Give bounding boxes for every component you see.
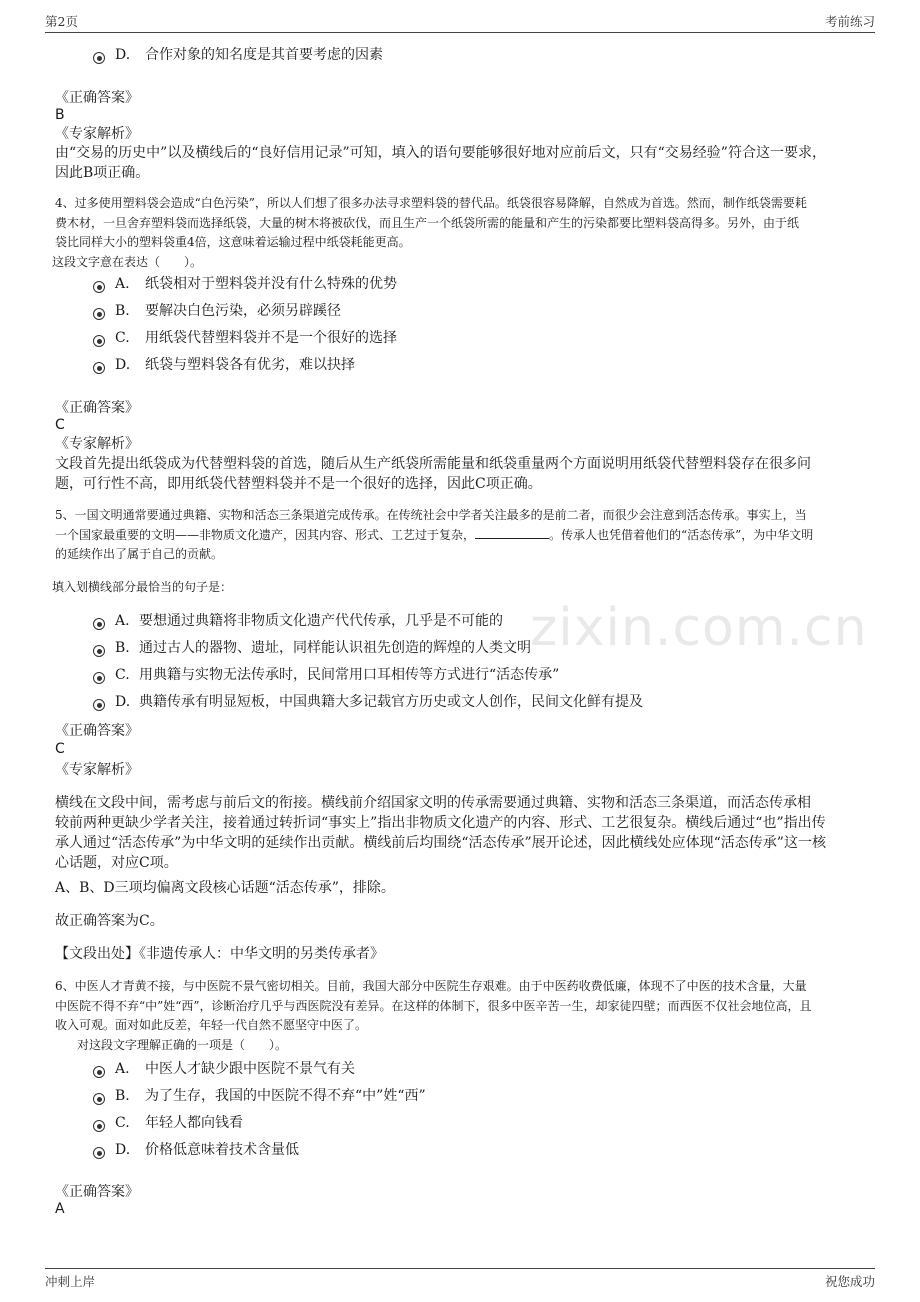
option-letter: C. bbox=[115, 1115, 130, 1131]
option-text: 纸袋相对于塑料袋并没有什么特殊的优势 bbox=[145, 276, 397, 292]
q5-analysis bbox=[55, 793, 865, 873]
q3-answer: B bbox=[55, 107, 65, 123]
radio-icon[interactable] bbox=[93, 1147, 105, 1159]
q6-stem bbox=[55, 977, 865, 1036]
stem-line: 袋比同样大小的塑料袋重4倍，这意味着运输过程中纸袋耗能更高。 bbox=[55, 235, 411, 249]
option-text: 典籍传承有明显短板，中国典籍大多记载官方历史或文人创作，民间文化鲜有提及 bbox=[139, 694, 643, 710]
q3-analysis-label: 《专家解析》 bbox=[55, 126, 139, 142]
watermark: zixin.com.cn bbox=[530, 598, 868, 658]
option-letter: D. bbox=[115, 694, 131, 710]
option-text: 合作对象的知名度是其首要考虑的因素 bbox=[145, 47, 383, 63]
option-text: 要解决白色污染，必须另辟蹊径 bbox=[145, 303, 341, 319]
option-letter: D. bbox=[115, 357, 131, 373]
q6-option-c[interactable] bbox=[93, 1113, 243, 1133]
q3-option-d[interactable] bbox=[93, 45, 383, 65]
analysis-line: 由“交易的历史中”以及横线后的“良好信用记录”可知，填入的语句要能够很好地对应前后文，只有“交易经验”符合这一要求， bbox=[55, 145, 826, 161]
radio-icon[interactable] bbox=[93, 618, 105, 630]
q5-source bbox=[55, 944, 865, 964]
stem-line: 费木材，一旦舍弃塑料袋而选择纸袋，大量的树木将被砍伐，而且生产一个纸袋所需的能量和产生的污染都要比塑料袋高得多。另外，由于纸 bbox=[55, 215, 800, 230]
q4-analysis-label: 《专家解析》 bbox=[55, 436, 139, 452]
analysis-line: 较前两种更缺少学者关注，接着通过转折词“事实上”指出非物质文化遗产的内容、形式、工艺很复杂。横线后通过“也”指出传 bbox=[55, 815, 826, 831]
q4-option-a[interactable] bbox=[93, 274, 397, 294]
option-text: 年轻人都向钱看 bbox=[145, 1115, 243, 1131]
analysis-line: 心话题，对应C项。 bbox=[55, 855, 178, 871]
option-letter: C. bbox=[115, 667, 130, 683]
q5-option-b[interactable] bbox=[93, 638, 531, 658]
q5-prompt-wrap bbox=[52, 578, 865, 598]
q4-answer-label: 《正确答案》 bbox=[55, 400, 139, 416]
option-text: 通过古人的器物、遗址，同样能认识祖先创造的辉煌的人类文明 bbox=[139, 640, 531, 656]
q5-prompt: 填入划横线部分最恰当的句子是： bbox=[52, 580, 233, 594]
header-title: 考前练习 bbox=[824, 14, 875, 29]
q6-option-a[interactable] bbox=[93, 1059, 355, 1079]
analysis-line: 承人通过“活态传承”为中华文明的延续作出贡献。横线前后均围绕“活态传承”展开论述，因此横线处应体现“活态传承”这一核 bbox=[55, 835, 826, 851]
radio-icon[interactable] bbox=[93, 1066, 105, 1078]
option-text: 中医人才缺少跟中医院不景气有关 bbox=[145, 1061, 355, 1077]
q5-option-d[interactable] bbox=[93, 692, 643, 712]
option-letter: C. bbox=[115, 330, 130, 346]
q4-option-c[interactable] bbox=[93, 328, 397, 348]
option-text: 用纸袋代替塑料袋并不是一个很好的选择 bbox=[145, 330, 397, 346]
radio-icon[interactable] bbox=[93, 308, 105, 320]
radio-icon[interactable] bbox=[93, 281, 105, 293]
q5-analysis-label: 《专家解析》 bbox=[55, 762, 139, 778]
q4-option-b[interactable] bbox=[93, 301, 341, 321]
q5-answer: C bbox=[55, 741, 65, 757]
option-letter: A. bbox=[115, 1061, 130, 1077]
q4-analysis bbox=[55, 454, 865, 494]
exclude-text: A、B、D三项均偏离文段核心话题“活态传承”，排除。 bbox=[55, 880, 395, 896]
q3-answer-label: 《正确答案》 bbox=[55, 90, 139, 106]
option-letter: B. bbox=[115, 1088, 130, 1104]
radio-icon[interactable] bbox=[93, 672, 105, 684]
option-text: 要想通过典籍将非物质文化遗产代代传承，几乎是不可能的 bbox=[139, 613, 503, 629]
option-letter: D. bbox=[115, 47, 131, 63]
option-text: 为了生存，我国的中医院不得不弃“中”姓“西” bbox=[145, 1088, 426, 1104]
stem-text: 一个国家最重要的文明——非物质文化遗产，因其内容、形式、工艺过于复杂， bbox=[55, 527, 476, 542]
stem-line: 的延续作出了属于自己的贡献。 bbox=[55, 547, 224, 561]
option-text: 纸袋与塑料袋各有优劣，难以抉择 bbox=[145, 357, 355, 373]
q3-analysis bbox=[55, 143, 865, 183]
stem-line: 4、过多使用塑料袋会造成“白色污染”，所以人们想了很多办法寻求塑料袋的替代品。纸袋很容易降解，自然成为首选。然而，制作纸袋需要耗 bbox=[55, 196, 807, 210]
page-number: 第2页 bbox=[45, 14, 78, 29]
radio-icon[interactable] bbox=[93, 335, 105, 347]
option-letter: B. bbox=[115, 303, 130, 319]
q5-exclude bbox=[55, 878, 865, 898]
analysis-line: 因此B项正确。 bbox=[55, 165, 150, 181]
radio-icon[interactable] bbox=[93, 1093, 105, 1105]
page-header bbox=[45, 10, 875, 33]
page-footer bbox=[45, 1268, 875, 1293]
q5-stem bbox=[55, 506, 865, 565]
q4-stem bbox=[52, 194, 865, 272]
option-letter: B. bbox=[115, 640, 130, 656]
radio-icon[interactable] bbox=[93, 1120, 105, 1132]
radio-icon[interactable] bbox=[93, 52, 105, 64]
q5-option-c[interactable] bbox=[93, 665, 559, 685]
q5-option-a[interactable] bbox=[93, 611, 503, 631]
q5-conclusion bbox=[55, 911, 865, 931]
stem-line bbox=[55, 526, 865, 546]
stem-line: 6、中医人才青黄不接，与中医院不景气密切相关。目前，我国大部分中医院生存艰难。由于中医药收费低廉，体现不了中医的技术含量，大量 bbox=[55, 979, 807, 993]
analysis-line: 题，可行性不高，即用纸袋代替塑料袋并不是一个很好的选择，因此C项正确。 bbox=[55, 476, 542, 492]
q4-answer: C bbox=[55, 417, 65, 433]
stem-text: 。传承人也凭借着他们的“活态传承”，为中华文明 bbox=[549, 527, 814, 542]
option-letter: A. bbox=[115, 276, 130, 292]
stem-line: 5、一国文明通常要通过典籍、实物和活态三条渠道完成传承。在传统社会中学者关注最多的是前二者，而很少会注意到活态传承。事实上，当 bbox=[55, 508, 807, 522]
q4-option-d[interactable] bbox=[93, 355, 355, 375]
q5-answer-label: 《正确答案》 bbox=[55, 723, 139, 739]
q6-option-d[interactable] bbox=[93, 1140, 299, 1160]
option-text: 价格低意味着技术含量低 bbox=[145, 1142, 299, 1158]
conclusion-text: 故正确答案为C。 bbox=[55, 913, 164, 929]
option-letter: D. bbox=[115, 1142, 131, 1158]
option-letter: A. bbox=[115, 613, 130, 629]
stem-prompt: 这段文字意在表达（ ）。 bbox=[52, 254, 203, 269]
footer-left: 冲刺上岸 bbox=[45, 1274, 96, 1289]
q6-answer-label: 《正确答案》 bbox=[55, 1184, 139, 1200]
q6-answer: A bbox=[55, 1201, 65, 1217]
analysis-line: 横线在文段中间，需考虑与前后文的衔接。横线前介绍国家文明的传承需要通过典籍、实物和活态三条渠道，而活态传承相 bbox=[55, 795, 811, 811]
footer-right: 祝您成功 bbox=[824, 1274, 875, 1289]
source-text: 【文段出处】《非遗传承人：中华文明的另类传承者》 bbox=[55, 946, 384, 962]
radio-icon[interactable] bbox=[93, 645, 105, 657]
option-text: 用典籍与实物无法传承时，民间常用口耳相传等方式进行“活态传承” bbox=[139, 667, 560, 683]
q6-option-b[interactable] bbox=[93, 1086, 426, 1106]
radio-icon[interactable] bbox=[93, 362, 105, 374]
radio-icon[interactable] bbox=[93, 699, 105, 711]
q6-prompt: 对这段文字理解正确的一项是（ ）。 bbox=[77, 1038, 288, 1052]
stem-line: 中医院不得不弃“中”姓“西”，诊断治疗几乎与西医院没有差异。在这样的体制下，很多中医辛苦一生，却家徒四壁；而西医不仅社会地位高，且 bbox=[55, 998, 812, 1013]
q6-prompt-wrap bbox=[77, 1036, 887, 1056]
analysis-line: 文段首先提出纸袋成为代替塑料袋的首选，随后从生产纸袋所需能量和纸袋重量两个方面说明用纸袋代替塑料袋存在很多问 bbox=[55, 456, 811, 472]
stem-line: 收入可观。面对如此反差，年轻一代自然不愿坚守中医了。 bbox=[55, 1018, 368, 1032]
fill-blank bbox=[475, 526, 549, 539]
